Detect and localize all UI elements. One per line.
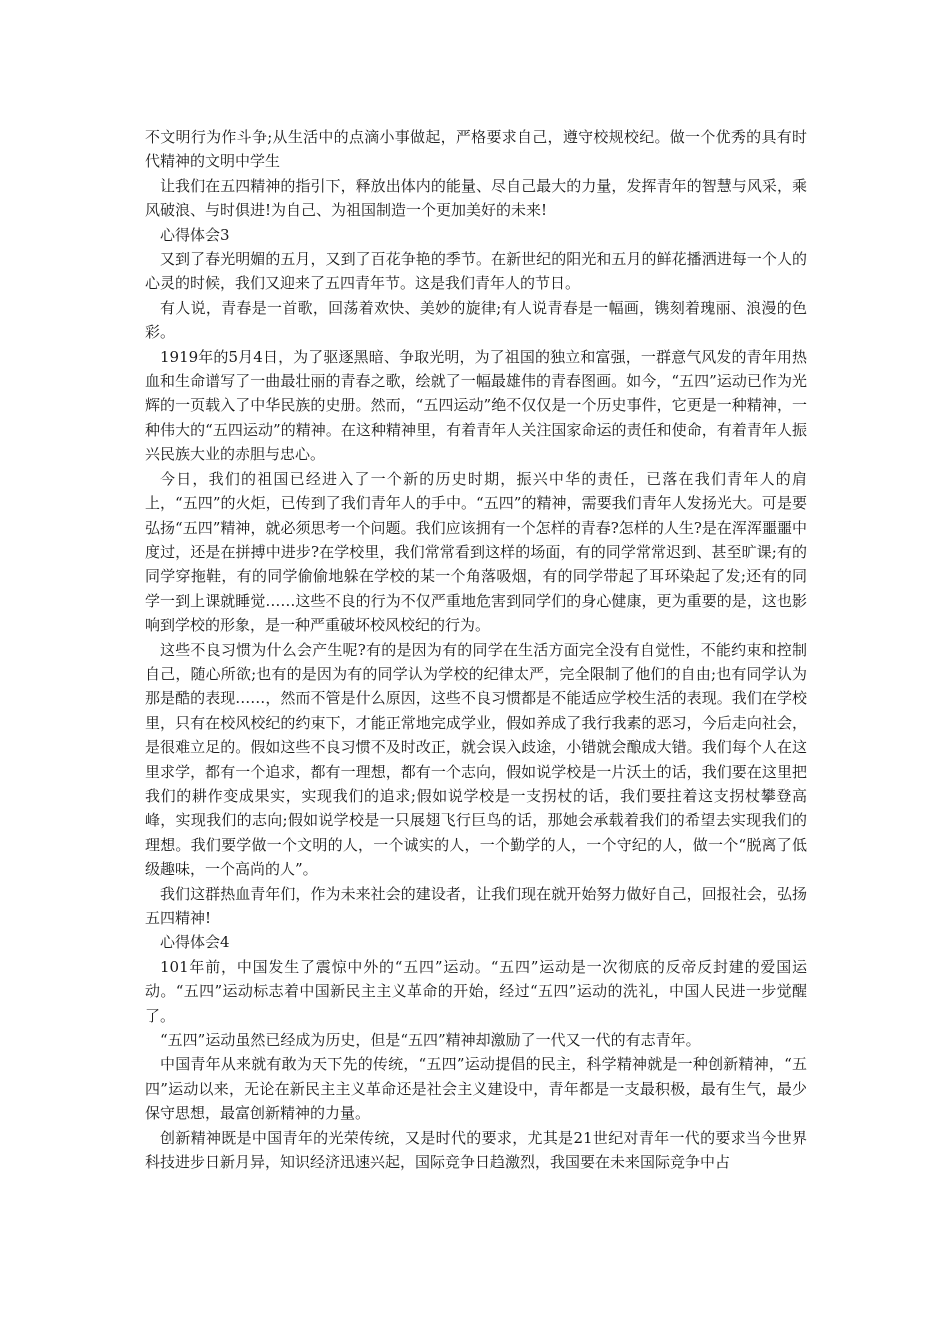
paragraph: 1919年的5月4日，为了驱逐黑暗、争取光明，为了祖国的独立和富强，一群意气风发的青年用热血和生命谱写了一曲最壮丽的青春之歌，绘就了一幅最雄伟的青春图画。如今，“五四”运动已作为光辉的一页载入了中华民族的史册。然而，“五四运动”绝不仅仅是一个历史事件，它更是一种精神，一种伟大的“五四运动”的精神。在这种精神里，有着青年人关注国家命运的责任和使命，有着青年人振兴民族大业的赤胆与忠心。 — [145, 347, 807, 464]
paragraph: 让我们在五四精神的指引下，释放出体内的能量、尽自己最大的力量，发挥青年的智慧与风采，乘风破浪、与时俱进!为自己、为祖国制造一个更加美好的未来! — [145, 176, 807, 220]
paragraph: “五四”运动虽然已经成为历史，但是“五四”精神却激励了一代又一代的有志青年。 — [160, 1031, 701, 1050]
paragraph: 今日，我们的祖国已经进入了一个新的历史时期，振兴中华的责任，已落在我们青年人的肩上，“五四”的火炬，已传到了我们青年人的手中。“五四”的精神，需要我们青年人发扬光大。可是要弘扬“五四”精神，就必须思考一个问题。我们应该拥有一个怎样的青春?怎样的人生?是在浑浑噩噩中度过，还是在拼搏中进步?在学校里，我们常常看到这样的场面，有的同学常常迟到、甚至旷课;有的同学穿拖鞋，有的同学偷偷地躲在学校的某一个角落吸烟，有的同学带起了耳环染起了发;还有的同学一到上课就睡觉……这些不良的行为不仅严重地危害到同学们的身心健康，更为重要的是，这也影响到学校的形象，是一种严重破坏校风校纪的行为。 — [145, 469, 807, 635]
paragraph: 101年前，中国发生了震惊中外的“五四”运动。“五四”运动是一次彻底的反帝反封建的爱国运动。“五四”运动标志着中国新民主主义革命的开始，经过“五四”运动的洗礼，中国人民进一步觉醒了。 — [145, 957, 807, 1025]
paragraph: 这些不良习惯为什么会产生呢?有的是因为有的同学在生活方面完全没有自觉性，不能约束和控制自己，随心所欲;也有的是因为有的同学认为学校的纪律太严，完全限制了他们的自由;也有同学认为那是酷的表现……，然而不管是什么原因，这些不良习惯都是不能适应学校生活的表现。我们在学校里，只有在校风校纪的约束下，才能正常地完成学业，假如养成了我行我素的恶习，今后走向社会，是很难立足的。假如这些不良习惯不及时改正，就会误入歧途，小错就会酿成大错。我们每个人在这里求学，都有一个追求，都有一理想，都有一个志向，假如说学校是一片沃土的话，我们要在这里把我们的耕作变成果实，实现我们的追求;假如说学校是一支拐杖的话，我们要拄着这支拐杖攀登高峰，实现我们的志向;假如说学校是一只展翅飞行巨鸟的话，那她会承载着我们的希望去实现我们的理想。我们要学做一个文明的人，一个诚实的人，一个勤学的人，一个守纪的人，做一个“脱离了低级趣味，一个高尚的人”。 — [145, 640, 807, 879]
paragraph: 中国青年从来就有敢为天下先的传统，“五四”运动提倡的民主，科学精神就是一种创新精神，“五四”运动以来，无论在新民主主义革命还是社会主义建设中，青年都是一支最积极，最有生气，最少保守思想，最富创新精神的力量。 — [145, 1055, 807, 1123]
document-page — [145, 125, 807, 1174]
paragraph: 不文明行为作斗争;从生活中的点滴小事做起，严格要求自己，遵守校规校纪。做一个优秀的具有时代精神的文明中学生 — [145, 128, 807, 171]
paragraph: 又到了春光明媚的五月，又到了百花争艳的季节。在新世纪的阳光和五月的鲜花播洒进每一个人的心灵的时候，我们又迎来了五四青年节。这是我们青年人的节日。 — [145, 250, 807, 293]
paragraph: 有人说，青春是一首歌，回荡着欢快、美妙的旋律;有人说青春是一幅画，镌刻着瑰丽、浪漫的色彩。 — [145, 298, 807, 342]
section-heading: 心得体会4 — [160, 933, 230, 952]
paragraph: 创新精神既是中国青年的光荣传统，又是时代的要求，尤其是21世纪对青年一代的要求当今世界科技进步日新月异，知识经济迅速兴起，国际竞争日趋激烈，我国要在未来国际竞争中占 — [145, 1128, 807, 1172]
section-heading: 心得体会3 — [160, 225, 230, 244]
paragraph: 我们这群热血青年们，作为未来社会的建设者，让我们现在就开始努力做好自己，回报社会，弘扬五四精神! — [145, 884, 807, 927]
